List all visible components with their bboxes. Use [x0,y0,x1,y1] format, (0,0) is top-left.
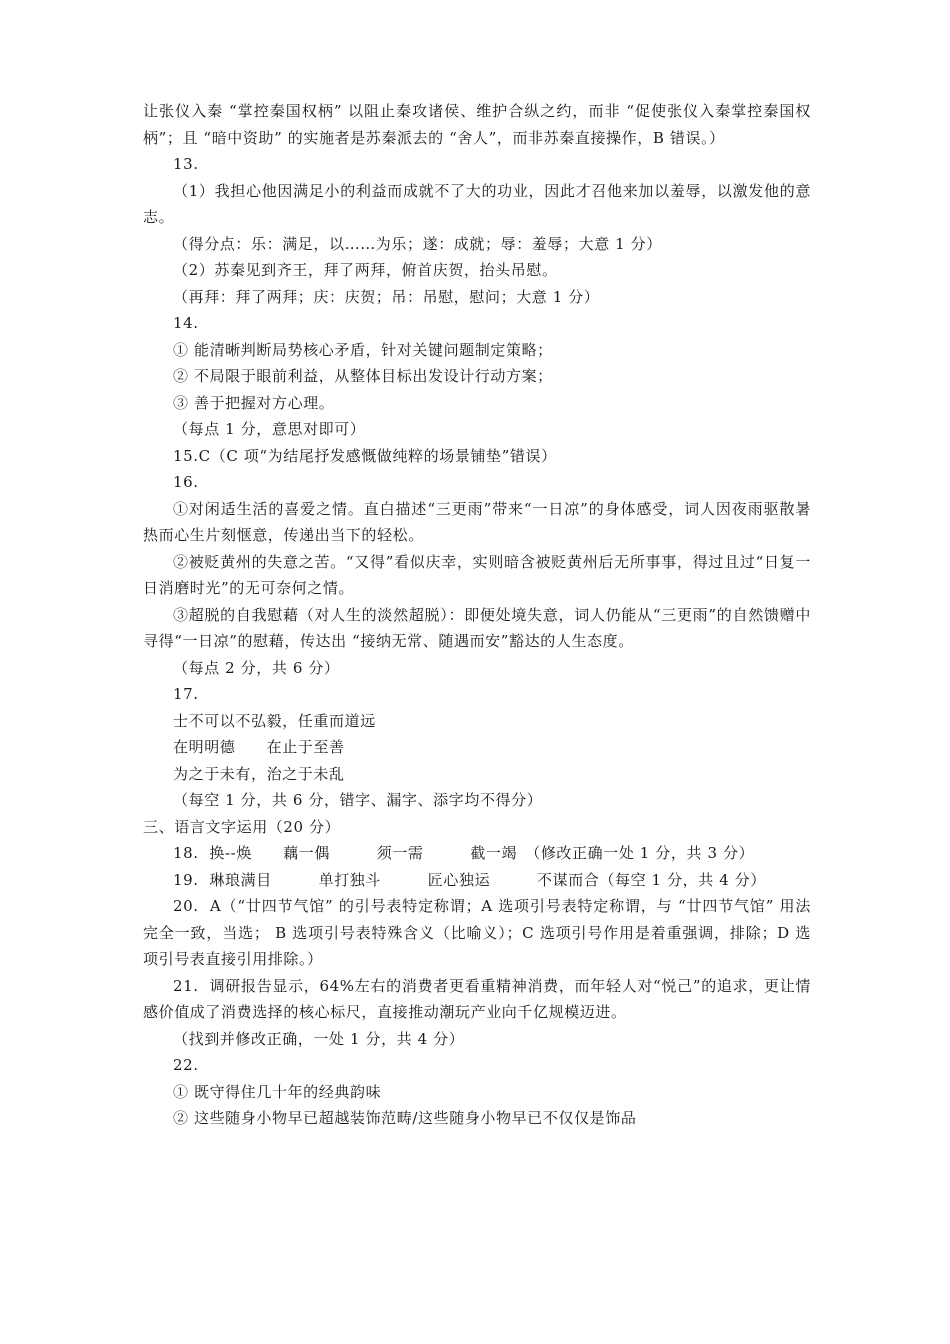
q16-point-3: ③超脱的自我慰藉（对人生的淡然超脱）：即便处境失意，词人仍能从“三更雨”的自然馈赠中寻得“一日凉”的慰藉，传达出 “接纳无常、随遇而安”豁达的人生态度。 [143,605,811,650]
answer-key-content [143,98,811,1132]
q21-score: （找到并修改正确，一处 1 分，共 4 分） [173,1029,465,1048]
q16-score: （每点 2 分，共 6 分） [173,658,340,677]
section-3-heading: 三、语言文字运用（20 分） [143,817,341,836]
q16-point-2: ②被贬黄州的失意之苦。“又得”看似庆幸，实则暗含被贬黄州后无所事事，得过且过“日复一日消磨时光”的无可奈何之情。 [143,552,811,597]
q20-answer: 20. A（“廿四节气馆” 的引号表特定称谓；A 选项引号表特定称谓，与 “廿四节气馆” 用法完全一致，当选； B 选项引号表特殊含义（比喻义）；C 选项引号作用是着重强调，排除；D 选项引号表直接引用排除。） [143,897,811,968]
q13-answer-1: （1）我担心他因满足小的利益而成就不了大的功业，因此才召他来加以羞辱，以激发他的意志。 [143,181,811,226]
q16-number: 16. [173,473,199,491]
q13-score-1: （得分点：乐：满足，以……为乐；遂：成就；辱：羞辱；大意 1 分） [173,234,662,253]
q14-point-2: ② 不局限于眼前利益，从整体目标出发设计行动方案； [173,367,553,385]
q17-line-1: 士不可以不弘毅，任重而道远 [173,711,376,730]
q17-score: （每空 1 分，共 6 分，错字、漏字、添字均不得分） [173,791,543,809]
q14-point-1: ① 能清晰判断局势核心矛盾，针对关键问题制定策略； [173,340,553,359]
q15-answer: 15.C（C 项“为结尾抒发感慨做纯粹的场景铺垫”错误） [173,446,557,465]
q14-number: 14. [173,314,199,332]
q21-answer: 21. 调研报告显示，64%左右的消费者更看重精神消费，而年轻人对“悦己”的追求，更让情感价值成了消费选择的核心标尺，直接推动潮玩产业向千亿规模迈进。 [143,976,811,1021]
q18-answer: 18. 换--焕 藕一偶 须一需 截一竭 （修改正确一处 1 分，共 3 分） [173,844,755,862]
q19-answer: 19. 琳琅满目 单打独斗 匠心独运 不谋而合（每空 1 分，共 4 分） [173,870,766,889]
q13-answer-2: （2）苏秦见到齐王，拜了两拜，俯首庆贺，抬头吊慰。 [173,261,558,279]
q22-line-1: ① 既守得住几十年的经典韵味 [173,1082,382,1101]
q17-line-3: 为之于未有，治之于未乱 [173,764,345,783]
q14-score: （每点 1 分，意思对即可） [173,420,366,438]
q22-number: 22. [173,1056,199,1074]
q16-point-1: ①对闲适生活的喜爱之情。直白描述“三更雨”带来“一日凉”的身体感受，词人因夜雨驱散暑热而心生片刻惬意，传递出当下的轻松。 [143,499,811,544]
q17-line-2: 在明明德 在止于至善 [173,738,345,756]
q14-point-3: ③ 善于把握对方心理。 [173,393,335,412]
q13-number: 13. [173,155,199,173]
q12-explanation-tail: 让张仪入秦 “掌控秦国权柄” 以阻止秦攻诸侯、维护合纵之约，而非 “促使张仪入秦掌控秦国权柄”；且 “暗中资助” 的实施者是苏秦派去的 “舍人”，而非苏秦直接操作，B 错误。） [143,102,811,147]
q22-line-2: ② 这些随身小物早已超越装饰范畴/这些随身小物早已不仅仅是饰品 [173,1109,637,1127]
q17-number: 17. [173,685,199,703]
q13-score-2: （再拜：拜了两拜；庆：庆贺；吊：吊慰，慰问；大意 1 分） [173,287,600,306]
